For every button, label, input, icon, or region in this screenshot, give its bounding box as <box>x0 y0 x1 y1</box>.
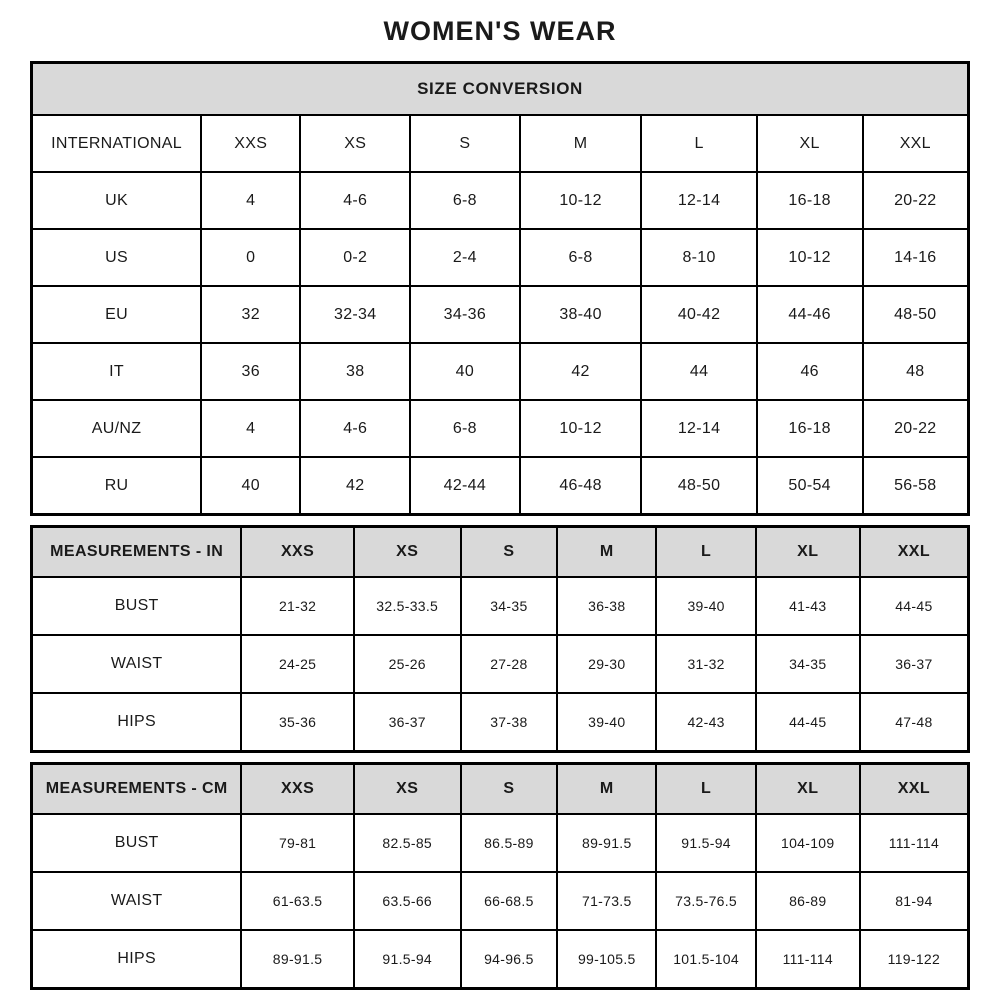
cell: 21-32 <box>241 577 353 635</box>
table-row <box>32 814 969 872</box>
row-label: BUST <box>32 577 242 635</box>
cell: 32 <box>201 286 300 343</box>
cell: 94-96.5 <box>461 930 558 989</box>
measurements_cm-columns-row <box>32 764 969 815</box>
cell: 44 <box>641 343 756 400</box>
cell: 0 <box>201 229 300 286</box>
cell: 16-18 <box>757 172 863 229</box>
table-row <box>32 457 969 515</box>
cell: 66-68.5 <box>461 872 558 930</box>
cell: 63.5-66 <box>354 872 461 930</box>
column-header: S <box>410 115 520 172</box>
cell: 34-35 <box>756 635 860 693</box>
cell: 4 <box>201 172 300 229</box>
size-conversion-table <box>30 61 970 516</box>
table-row <box>32 635 969 693</box>
column-header: S <box>461 527 558 578</box>
cell: 44-45 <box>860 577 969 635</box>
cell: 14-16 <box>863 229 969 286</box>
table-row <box>32 693 969 752</box>
column-header: XXS <box>241 764 353 815</box>
cell: 36-38 <box>557 577 656 635</box>
cell: 32.5-33.5 <box>354 577 461 635</box>
cell: 44-46 <box>757 286 863 343</box>
cell: 6-8 <box>410 400 520 457</box>
cell: 8-10 <box>641 229 756 286</box>
row-label: BUST <box>32 814 242 872</box>
cell: 71-73.5 <box>557 872 656 930</box>
cell: 37-38 <box>461 693 558 752</box>
table-row <box>32 400 969 457</box>
page-title: WOMEN'S WEAR <box>383 16 617 46</box>
table-row <box>32 286 969 343</box>
table-row <box>32 229 969 286</box>
measurements-in-table <box>30 525 970 753</box>
column-header: XL <box>757 115 863 172</box>
table-title-cell: INTERNATIONAL <box>32 115 202 172</box>
cell: 40 <box>410 343 520 400</box>
cell: 46-48 <box>520 457 642 515</box>
column-header: M <box>557 527 656 578</box>
cell: 36-37 <box>354 693 461 752</box>
cell: 25-26 <box>354 635 461 693</box>
cell: 91.5-94 <box>656 814 755 872</box>
cell: 39-40 <box>656 577 755 635</box>
cell: 119-122 <box>860 930 969 989</box>
cell: 61-63.5 <box>241 872 353 930</box>
table-row <box>32 172 969 229</box>
column-header: XXL <box>860 764 969 815</box>
cell: 4-6 <box>300 400 410 457</box>
cell: 4-6 <box>300 172 410 229</box>
cell: 10-12 <box>520 400 642 457</box>
column-header: L <box>656 764 755 815</box>
table-row <box>32 577 969 635</box>
cell: 73.5-76.5 <box>656 872 755 930</box>
row-label: WAIST <box>32 872 242 930</box>
cell: 56-58 <box>863 457 969 515</box>
row-label: WAIST <box>32 635 242 693</box>
cell: 42 <box>300 457 410 515</box>
cell: 38-40 <box>520 286 642 343</box>
cell: 0-2 <box>300 229 410 286</box>
row-label: RU <box>32 457 202 515</box>
cell: 34-35 <box>461 577 558 635</box>
column-header: L <box>641 115 756 172</box>
size_conversion-columns-row <box>32 115 969 172</box>
cell: 35-36 <box>241 693 353 752</box>
cell: 81-94 <box>860 872 969 930</box>
cell: 2-4 <box>410 229 520 286</box>
column-header: XS <box>354 764 461 815</box>
cell: 47-48 <box>860 693 969 752</box>
column-header: XXS <box>201 115 300 172</box>
cell: 111-114 <box>860 814 969 872</box>
cell: 46 <box>757 343 863 400</box>
column-header: L <box>656 527 755 578</box>
column-header: XS <box>354 527 461 578</box>
cell: 111-114 <box>756 930 860 989</box>
row-label: UK <box>32 172 202 229</box>
cell: 27-28 <box>461 635 558 693</box>
cell: 40 <box>201 457 300 515</box>
cell: 39-40 <box>557 693 656 752</box>
cell: 89-91.5 <box>241 930 353 989</box>
cell: 42 <box>520 343 642 400</box>
column-header: XXS <box>241 527 353 578</box>
measurements-cm-table <box>30 762 970 990</box>
cell: 89-91.5 <box>557 814 656 872</box>
cell: 42-43 <box>656 693 755 752</box>
cell: 48 <box>863 343 969 400</box>
cell: 36-37 <box>860 635 969 693</box>
cell: 41-43 <box>756 577 860 635</box>
row-label: US <box>32 229 202 286</box>
table-row <box>32 343 969 400</box>
table-row <box>32 930 969 989</box>
table-row <box>32 872 969 930</box>
column-header: XXL <box>860 527 969 578</box>
cell: 48-50 <box>641 457 756 515</box>
cell: 10-12 <box>757 229 863 286</box>
cell: 91.5-94 <box>354 930 461 989</box>
column-header: XS <box>300 115 410 172</box>
cell: 6-8 <box>520 229 642 286</box>
row-label: HIPS <box>32 693 242 752</box>
column-header: S <box>461 764 558 815</box>
column-header: M <box>557 764 656 815</box>
column-header: XL <box>756 527 860 578</box>
cell: 20-22 <box>863 400 969 457</box>
cell: 48-50 <box>863 286 969 343</box>
cell: 40-42 <box>641 286 756 343</box>
table-title-cell: MEASUREMENTS - CM <box>32 764 242 815</box>
cell: 104-109 <box>756 814 860 872</box>
cell: 12-14 <box>641 400 756 457</box>
cell: 86.5-89 <box>461 814 558 872</box>
cell: 44-45 <box>756 693 860 752</box>
size-conversion-caption: SIZE CONVERSION <box>32 63 969 116</box>
cell: 82.5-85 <box>354 814 461 872</box>
cell: 24-25 <box>241 635 353 693</box>
column-header: XXL <box>863 115 969 172</box>
row-label: AU/NZ <box>32 400 202 457</box>
cell: 50-54 <box>757 457 863 515</box>
row-label: EU <box>32 286 202 343</box>
row-label: HIPS <box>32 930 242 989</box>
cell: 6-8 <box>410 172 520 229</box>
table-title-cell: MEASUREMENTS - IN <box>32 527 242 578</box>
column-header: M <box>520 115 642 172</box>
cell: 34-36 <box>410 286 520 343</box>
cell: 36 <box>201 343 300 400</box>
cell: 32-34 <box>300 286 410 343</box>
size-chart-page <box>30 0 970 990</box>
column-header: XL <box>756 764 860 815</box>
cell: 79-81 <box>241 814 353 872</box>
cell: 86-89 <box>756 872 860 930</box>
cell: 42-44 <box>410 457 520 515</box>
cell: 38 <box>300 343 410 400</box>
cell: 99-105.5 <box>557 930 656 989</box>
cell: 31-32 <box>656 635 755 693</box>
measurements_in-columns-row <box>32 527 969 578</box>
cell: 10-12 <box>520 172 642 229</box>
cell: 20-22 <box>863 172 969 229</box>
cell: 12-14 <box>641 172 756 229</box>
size-conversion-caption-row <box>32 63 969 116</box>
cell: 16-18 <box>757 400 863 457</box>
cell: 4 <box>201 400 300 457</box>
cell: 29-30 <box>557 635 656 693</box>
cell: 101.5-104 <box>656 930 755 989</box>
row-label: IT <box>32 343 202 400</box>
